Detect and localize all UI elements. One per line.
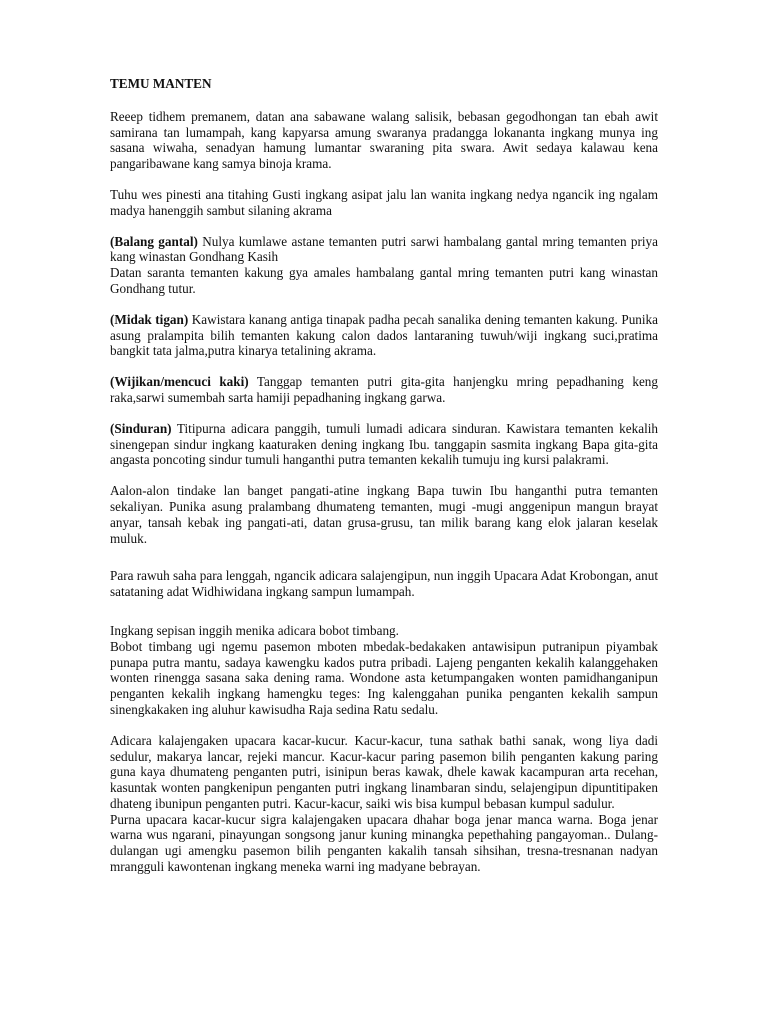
paragraph-kacar-kucur: Adicara kalajengaken upacara kacar-kucur. Kacur-kacur, tuna sathak bathi sanak, wong liya dadi sedulur, makarya lancar, rejeki mancur. Kacur-kacur paring pasemon bilih penganten kakung paring guna kaya dhumateng penganten putri, isinipun beras kawak, dhele kawak kacampuran arta recehan, kasuntak wonten pangkenipun penganten putri ingkang linambaran sindu, selajengipun dipuntitipaken dhateng ibunipun penganten putri. Kacur-kacur, saiki wis bisa kumpul bebasan kumpul sadulur. (110, 732, 658, 811)
paragraph-bobot-timbang: Bobot timbang ugi ngemu pasemon mboten mbedak-bedakaken antawisipun putranipun piyambak punapa putra mantu, sadaya kawengku kados putra pribadi. Lajeng penganten kekalih kalanggehaken wonten rinengga sasana saka dening rama. Wondone asta ketumpangaken wonten pamidhanganipun penganten kekalih ingkang hamengku teges: Ing kalenggahan punika penganten kekalih sampun sinengkakaken ing aluhur kawisudha Raja sedina Ratu sedalu. (110, 638, 658, 717)
section-label-balang-gantal: (Balang gantal) (110, 233, 198, 249)
paragraph-sinduran (110, 421, 658, 468)
paragraph-intro: Reeep tidhem premanem, datan ana sabawane walang salisik, bebasan gegodhongan tan ebah awit samirana tan lumampah, kang kapyarsa amung swaranya pradangga lokananta ingkang munya ing sasana wiwaha, senadyan hamung lumantar swaraning pita swara. Awit sedaya kalawau kena pangaribawane kang samya binoja krama. (110, 108, 658, 172)
paragraph-balang-gantal-reply: Datan saranta temanten kakung gya amales hambalang gantal mring temanten putri kang winastan Gondhang tutur. (110, 265, 658, 296)
paragraph-tuhu: Tuhu wes pinesti ana titahing Gusti ingkang asipat jalu lan wanita ingkang nedya ngancik ing ngalam madya hanenggih sambut silaning akrama (110, 186, 658, 218)
paragraph-text: Kawistara kanang antiga tinapak padha pecah sanalika dening temanten kakung. Punika asung pralampita bilih temanten kakung calon dados lantaraning tuwuh/wiji ingkang suci,pratima bangkit tata jalma,putra kinarya tetalining akrama. (110, 311, 659, 359)
section-label-wijikan: (Wijikan/mencuci kaki) (110, 374, 249, 390)
paragraph-krobongan: Para rawuh saha para lenggah, ngancik adicara salajengipun, nun inggih Upacara Adat Krobongan, anut satataning adat Widhiwidana ingkang sampun lumampah. (110, 568, 658, 600)
paragraph-wijikan (110, 374, 658, 406)
section-label-midak-tigan: (Midak tigan) (110, 311, 189, 327)
paragraph-text: Nulya kumlawe astane temanten putri sarwi hambalang gantal mring temanten priya kang winastan Gondhang Kasih (110, 233, 658, 265)
paragraph-text: Titipurna adicara panggih, tumuli lumadi adicara sinduran. Kawistara temanten kekalih sinengepan sindur ingkang kaaturaken dening ingkang Ibu. tanggapin sasmita ingkang Bapa gita-gita angasta poncoting sindur tumuli hanganthi putra temanten kekalih tumuju ing kursi palakrami. (110, 420, 658, 468)
paragraph-text: Tanggap temanten putri gita-gita hanjengku mring pepadhaning keng raka,sarwi sumembah sarta hamiji pepadhaning ingkang garwa. (110, 374, 658, 405)
document-title: TEMU MANTEN (110, 76, 212, 91)
paragraph-aalon-alon: Aalon-alon tindake lan banget pangati-atine ingkang Bapa tuwin Ibu hanganthi putra temanten sekaliyan. Punika asung pralambang dhumateng temanten, mugi -mugi anggenipun mangun brayat anyar, tansah kebak ing pangati-ati, datan grusa-grusu, tan milik barang kang elok jalaran keselak muluk. (110, 483, 658, 546)
section-label-sinduran: (Sinduran) (110, 420, 172, 436)
paragraph-dhahar-boga: Purna upacara kacar-kucur sigra kalajengaken upacara dhahar boga jenar manca warna. Boga jenar warna wus ngarani, pinayungan songsong janur kuning minangka pepethahing pangayoman.. Dulang-dulangan ugi amengku pasemon bilih penganten kakalih tansah sihsihan, tresna-tresnanan nadyan mrangguli kawontenan ingkang meneka warni ing madyane bebrayan. (110, 811, 658, 875)
paragraph-balang-gantal (110, 234, 658, 266)
paragraph-midak-tigan (110, 312, 658, 359)
paragraph-bobot-timbang-intro: Ingkang sepisan inggih menika adicara bobot timbang. (110, 622, 399, 638)
document-page (110, 76, 658, 875)
